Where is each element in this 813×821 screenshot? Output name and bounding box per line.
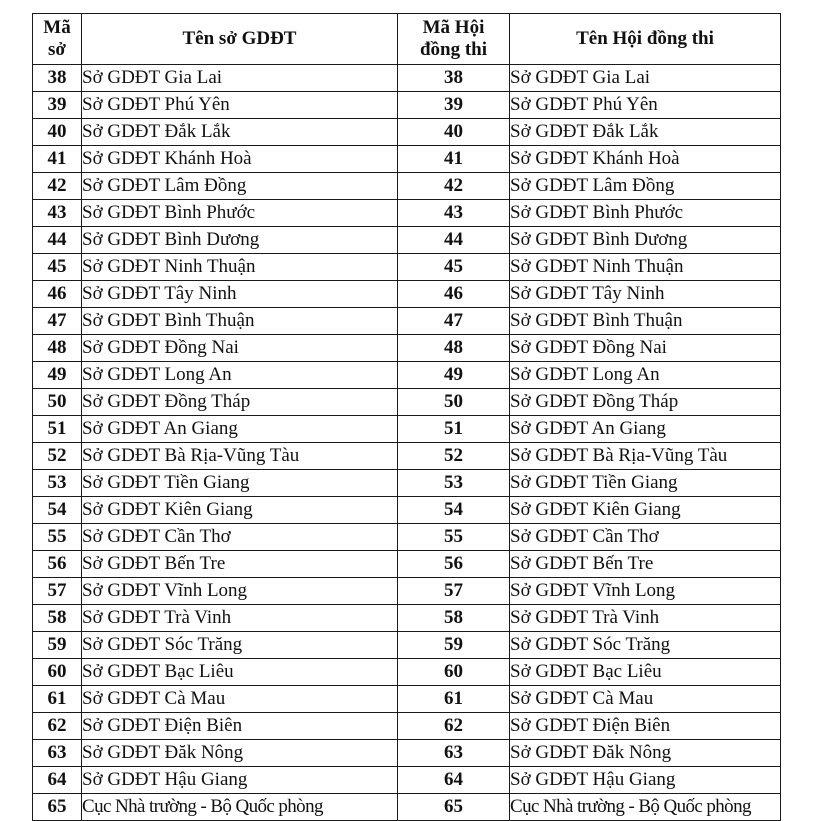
dept-code-cell: 45 (33, 254, 82, 281)
dept-name-cell: Sở GDĐT Đồng Tháp (82, 389, 398, 416)
dept-name-cell: Sở GDĐT Điện Biên (82, 713, 398, 740)
council-code-cell: 62 (398, 713, 510, 740)
council-name-cell: Sở GDĐT Gia Lai (510, 65, 781, 92)
table-row (33, 605, 781, 632)
council-name-cell: Sở GDĐT Đắk Lắk (510, 119, 781, 146)
dept-code-cell: 59 (33, 632, 82, 659)
table-row (33, 389, 781, 416)
table-row (33, 794, 781, 821)
dept-code-cell: 41 (33, 146, 82, 173)
dept-code-cell: 43 (33, 200, 82, 227)
council-code-cell: 61 (398, 686, 510, 713)
council-name-cell: Sở GDĐT Trà Vinh (510, 605, 781, 632)
table-row (33, 335, 781, 362)
table-row (33, 767, 781, 794)
council-name-cell: Sở GDĐT Bến Tre (510, 551, 781, 578)
dept-code-cell: 56 (33, 551, 82, 578)
council-name-cell: Sở GDĐT Đăk Nông (510, 740, 781, 767)
dept-code-cell: 53 (33, 470, 82, 497)
dept-code-cell: 63 (33, 740, 82, 767)
dept-code-cell: 42 (33, 173, 82, 200)
council-code-cell: 43 (398, 200, 510, 227)
council-name-cell: Sở GDĐT Bình Thuận (510, 308, 781, 335)
council-code-cell: 42 (398, 173, 510, 200)
dept-name-cell: Sở GDĐT Long An (82, 362, 398, 389)
dept-name-cell: Sở GDĐT Kiên Giang (82, 497, 398, 524)
dept-code-cell: 64 (33, 767, 82, 794)
table-row (33, 551, 781, 578)
header-dept-code (33, 14, 82, 65)
table-row (33, 173, 781, 200)
dept-name-cell: Sở GDĐT Khánh Hoà (82, 146, 398, 173)
council-code-cell: 41 (398, 146, 510, 173)
council-name-cell: Sở GDĐT Tây Ninh (510, 281, 781, 308)
table-body (33, 65, 781, 821)
council-name-cell: Sở GDĐT Phú Yên (510, 92, 781, 119)
table-row (33, 65, 781, 92)
council-name-cell: Sở GDĐT Ninh Thuận (510, 254, 781, 281)
dept-name-cell: Sở GDĐT Bến Tre (82, 551, 398, 578)
dept-name-cell: Sở GDĐT Đồng Nai (82, 335, 398, 362)
council-code-cell: 55 (398, 524, 510, 551)
dept-name-cell: Sở GDĐT Bình Thuận (82, 308, 398, 335)
dept-name-cell: Sở GDĐT Bà Rịa-Vũng Tàu (82, 443, 398, 470)
dept-name-cell: Sở GDĐT Bình Phước (82, 200, 398, 227)
header-council-name: Tên Hội đồng thi (510, 14, 781, 65)
council-name-cell: Sở GDĐT Long An (510, 362, 781, 389)
table-row (33, 254, 781, 281)
council-name-cell: Sở GDĐT Đồng Tháp (510, 389, 781, 416)
table-row (33, 659, 781, 686)
council-code-cell: 64 (398, 767, 510, 794)
dept-name-cell: Sở GDĐT Cà Mau (82, 686, 398, 713)
dept-name-cell: Sở GDĐT Hậu Giang (82, 767, 398, 794)
council-code-cell: 60 (398, 659, 510, 686)
dept-name-cell: Cục Nhà trường - Bộ Quốc phòng (82, 794, 398, 821)
council-name-cell: Sở GDĐT Khánh Hoà (510, 146, 781, 173)
dept-name-cell: Sở GDĐT Lâm Đồng (82, 173, 398, 200)
dept-code-cell: 54 (33, 497, 82, 524)
table-row (33, 227, 781, 254)
council-code-cell: 49 (398, 362, 510, 389)
council-name-cell: Sở GDĐT Đồng Nai (510, 335, 781, 362)
council-name-cell: Sở GDĐT Sóc Trăng (510, 632, 781, 659)
header-council-code-line1: Mã Hội (422, 17, 485, 38)
council-code-cell: 48 (398, 335, 510, 362)
table-row (33, 497, 781, 524)
dept-name-cell: Sở GDĐT Đắk Lắk (82, 119, 398, 146)
council-name-cell: Sở GDĐT An Giang (510, 416, 781, 443)
table-row (33, 443, 781, 470)
dept-name-cell: Sở GDĐT An Giang (82, 416, 398, 443)
council-code-cell: 44 (398, 227, 510, 254)
dept-code-cell: 40 (33, 119, 82, 146)
council-code-cell: 53 (398, 470, 510, 497)
dept-name-cell: Sở GDĐT Bình Dương (82, 227, 398, 254)
council-code-cell: 63 (398, 740, 510, 767)
header-council-code (398, 14, 510, 65)
table-row (33, 281, 781, 308)
council-code-cell: 65 (398, 794, 510, 821)
dept-name-cell: Sở GDĐT Bạc Liêu (82, 659, 398, 686)
council-code-cell: 58 (398, 605, 510, 632)
table-row (33, 632, 781, 659)
council-code-cell: 45 (398, 254, 510, 281)
table-row (33, 146, 781, 173)
council-code-cell: 46 (398, 281, 510, 308)
dept-name-cell: Sở GDĐT Cần Thơ (82, 524, 398, 551)
dept-code-cell: 60 (33, 659, 82, 686)
dept-name-cell: Sở GDĐT Tiền Giang (82, 470, 398, 497)
dept-code-cell: 55 (33, 524, 82, 551)
dept-code-cell: 61 (33, 686, 82, 713)
table-row (33, 119, 781, 146)
header-dept-code-line1: Mã (43, 17, 71, 38)
dept-name-cell: Sở GDĐT Phú Yên (82, 92, 398, 119)
council-name-cell: Sở GDĐT Hậu Giang (510, 767, 781, 794)
table-row (33, 524, 781, 551)
dept-name-cell: Sở GDĐT Ninh Thuận (82, 254, 398, 281)
dept-code-cell: 38 (33, 65, 82, 92)
dept-code-cell: 39 (33, 92, 82, 119)
council-name-cell: Sở GDĐT Tiền Giang (510, 470, 781, 497)
exam-council-table (32, 13, 781, 821)
council-name-cell: Sở GDĐT Bình Phước (510, 200, 781, 227)
dept-code-cell: 44 (33, 227, 82, 254)
council-name-cell: Sở GDĐT Bình Dương (510, 227, 781, 254)
council-name-cell: Sở GDĐT Vĩnh Long (510, 578, 781, 605)
council-code-cell: 47 (398, 308, 510, 335)
dept-code-cell: 47 (33, 308, 82, 335)
dept-name-cell: Sở GDĐT Đăk Nông (82, 740, 398, 767)
header-dept-name: Tên sở GDĐT (82, 14, 398, 65)
council-code-cell: 38 (398, 65, 510, 92)
table-row (33, 308, 781, 335)
council-name-cell: Sở GDĐT Điện Biên (510, 713, 781, 740)
council-name-cell: Sở GDĐT Bạc Liêu (510, 659, 781, 686)
council-code-cell: 57 (398, 578, 510, 605)
dept-name-cell: Sở GDĐT Gia Lai (82, 65, 398, 92)
header-council-code-line2: đồng thi (419, 39, 488, 60)
table-header-row (33, 14, 781, 65)
council-code-cell: 56 (398, 551, 510, 578)
dept-code-cell: 57 (33, 578, 82, 605)
council-code-cell: 39 (398, 92, 510, 119)
dept-code-cell: 46 (33, 281, 82, 308)
council-code-cell: 52 (398, 443, 510, 470)
council-name-cell: Sở GDĐT Kiên Giang (510, 497, 781, 524)
table-row (33, 740, 781, 767)
table-row (33, 686, 781, 713)
dept-name-cell: Sở GDĐT Vĩnh Long (82, 578, 398, 605)
table-row (33, 362, 781, 389)
dept-name-cell: Sở GDĐT Tây Ninh (82, 281, 398, 308)
council-name-cell: Cục Nhà trường - Bộ Quốc phòng (510, 794, 781, 821)
council-code-cell: 51 (398, 416, 510, 443)
council-name-cell: Sở GDĐT Cà Mau (510, 686, 781, 713)
table-row (33, 578, 781, 605)
table-row (33, 416, 781, 443)
dept-code-cell: 62 (33, 713, 82, 740)
council-name-cell: Sở GDĐT Bà Rịa-Vũng Tàu (510, 443, 781, 470)
dept-name-cell: Sở GDĐT Sóc Trăng (82, 632, 398, 659)
council-code-cell: 54 (398, 497, 510, 524)
dept-code-cell: 51 (33, 416, 82, 443)
dept-name-cell: Sở GDĐT Trà Vinh (82, 605, 398, 632)
dept-code-cell: 58 (33, 605, 82, 632)
dept-code-cell: 49 (33, 362, 82, 389)
dept-code-cell: 48 (33, 335, 82, 362)
table-row (33, 470, 781, 497)
header-dept-code-line2: sở (48, 39, 66, 60)
council-code-cell: 40 (398, 119, 510, 146)
table-row (33, 713, 781, 740)
table-row (33, 92, 781, 119)
table-row (33, 200, 781, 227)
council-code-cell: 50 (398, 389, 510, 416)
dept-code-cell: 65 (33, 794, 82, 821)
council-name-cell: Sở GDĐT Lâm Đồng (510, 173, 781, 200)
council-name-cell: Sở GDĐT Cần Thơ (510, 524, 781, 551)
council-code-cell: 59 (398, 632, 510, 659)
dept-code-cell: 52 (33, 443, 82, 470)
dept-code-cell: 50 (33, 389, 82, 416)
